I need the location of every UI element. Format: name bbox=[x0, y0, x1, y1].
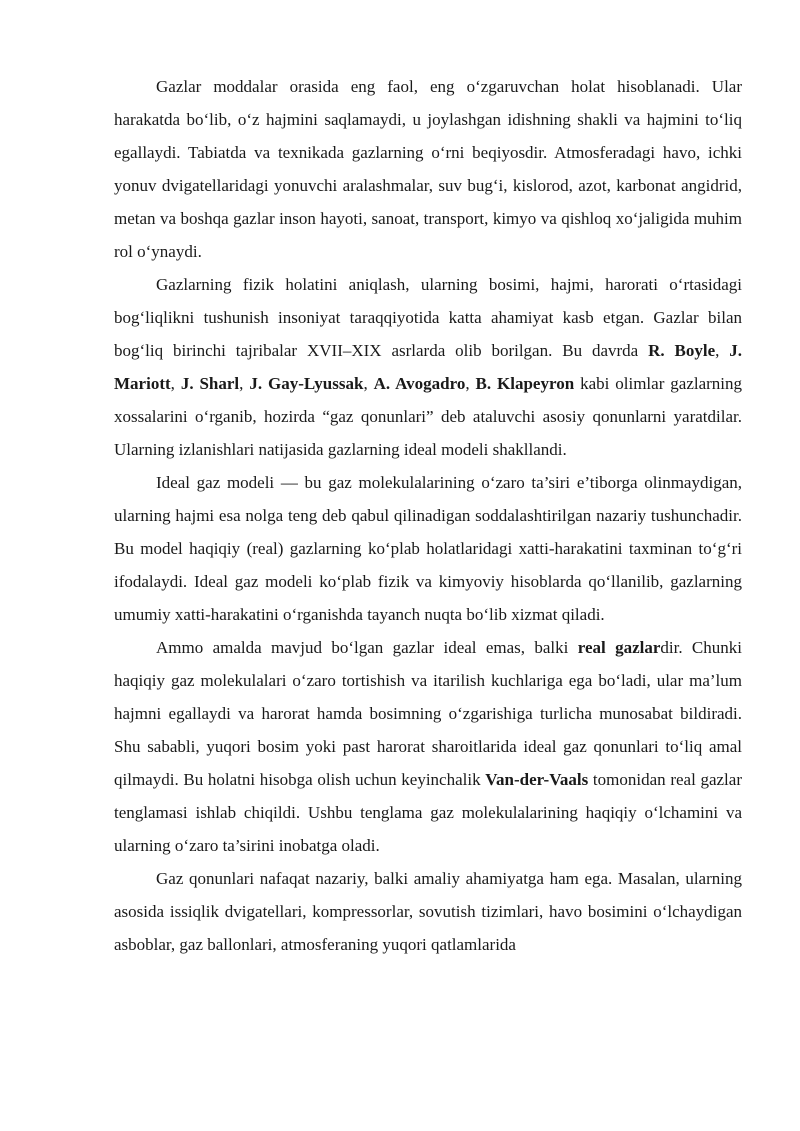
text-run: Gaz qonunlari nafaqat nazariy, balki amaliy ahamiyatga ham ega. Masalan, ularning asosida issiqlik dvigatellari, kompressorlar, sovutish tizimlari, havo bosimini o‘lchaydigan asboblar, gaz ballonlari, atmosferaning yuqori qatlamlarida bbox=[114, 869, 742, 954]
text-run: , bbox=[239, 374, 250, 393]
text-run: dir. Chunki haqiqiy gaz molekulalari o‘zaro tortishish va itarilish kuchlariga ega bo‘ladi, ular ma’lum hajmni egallaydi va harorat hamda bosimning o‘zgarishiga turlicha munosabat bildiradi. Shu sababli, yuqori bosim yoki past harorat sharoitlarida ideal gaz qonunlari to‘liq amal qilmaydi. Bu holatni hisobga olish uchun keyinchalik bbox=[114, 638, 742, 789]
text-run: Gazlarning fizik holatini aniqlash, ularning bosimi, hajmi, harorati o‘rtasidagi bog‘liqlikni tushunish insoniyat taraqqiyotida katta ahamiyat kasb etgan. Gazlar bilan bog‘liq birinchi tajribalar XVII–XIX asrlarda olib borilgan. Bu davrda bbox=[114, 275, 742, 360]
paragraph-practical-importance bbox=[114, 862, 742, 961]
text-run: , bbox=[715, 341, 730, 360]
bold-term: B. Klapeyron bbox=[475, 374, 575, 393]
text-run: kabi olimlar gazlarning xossalarini o‘rganib, hozirda “gaz qonunlari” deb ataluvchi asosiy qonunlarni yaratdilar. Ularning izlanishlari natijasida gazlarning ideal modeli shakllandi. bbox=[114, 374, 743, 459]
text-run: tomonidan real gazlar tenglamasi ishlab chiqildi. Ushbu tenglama gaz molekulalarining haqiqiy o‘lchamini va ularning o‘zaro ta’sirini inobatga oladi. bbox=[114, 770, 742, 855]
bold-term: J. Sharl bbox=[180, 374, 240, 393]
text-run: Ideal gaz modeli — bu gaz molekulalarining o‘zaro ta’siri e’tiborga olinmaydigan, ularning hajmi esa nolga teng deb qabul qilinadigan soddalashtirilgan nazariy tushunchadir. Bu model haqiqiy (real) gazlarning ko‘plab holatlaridagi xatti-harakatini taxminan to‘g‘ri ifodalaydi. Ideal gaz modeli ko‘plab fizik va kimyoviy hisoblarda qo‘llanilib, gazlarning umumiy xatti-harakatini o‘rganishda tayanch nuqta bo‘lib xizmat qiladi. bbox=[114, 473, 742, 624]
document-page bbox=[114, 70, 742, 961]
bold-term: Van-der-Vaals bbox=[485, 770, 589, 789]
paragraph-real-gases bbox=[114, 631, 742, 862]
bold-term: J. Gay-Lyussak bbox=[249, 374, 364, 393]
paragraph-ideal-gas-model bbox=[114, 466, 742, 631]
bold-term: R. Boyle bbox=[648, 341, 716, 360]
paragraph-gas-laws-history bbox=[114, 268, 742, 466]
bold-term: J. Mariott bbox=[114, 341, 742, 393]
text-run: Gazlar moddalar orasida eng faol, eng o‘zgaruvchan holat hisoblanadi. Ular harakatda bo‘lib, o‘z hajmini saqlamaydi, u joylashgan idishning shakli va hajmini to‘liq egallaydi. Tabiatda va texnikada gazlarning o‘rni beqiyosdir. Atmosferadagi havo, ichki yonuv dvigatellaridagi yonuvchi aralashmalar, suv bug‘i, kislorod, azot, karbonat angidrid, metan va boshqa gazlar inson hayoti, sanoat, transport, kimyo va qishloq xo‘jaligida muhim rol o‘ynaydi. bbox=[114, 77, 742, 261]
text-run: , bbox=[170, 374, 181, 393]
bold-term: real gazlar bbox=[577, 638, 661, 657]
paragraph-gases-intro bbox=[114, 70, 742, 268]
text-run: , bbox=[363, 374, 374, 393]
text-run: Ammo amalda mavjud bo‘lgan gazlar ideal emas, balki bbox=[156, 638, 578, 657]
bold-term: A. Avogadro bbox=[373, 374, 466, 393]
text-run: , bbox=[465, 374, 476, 393]
